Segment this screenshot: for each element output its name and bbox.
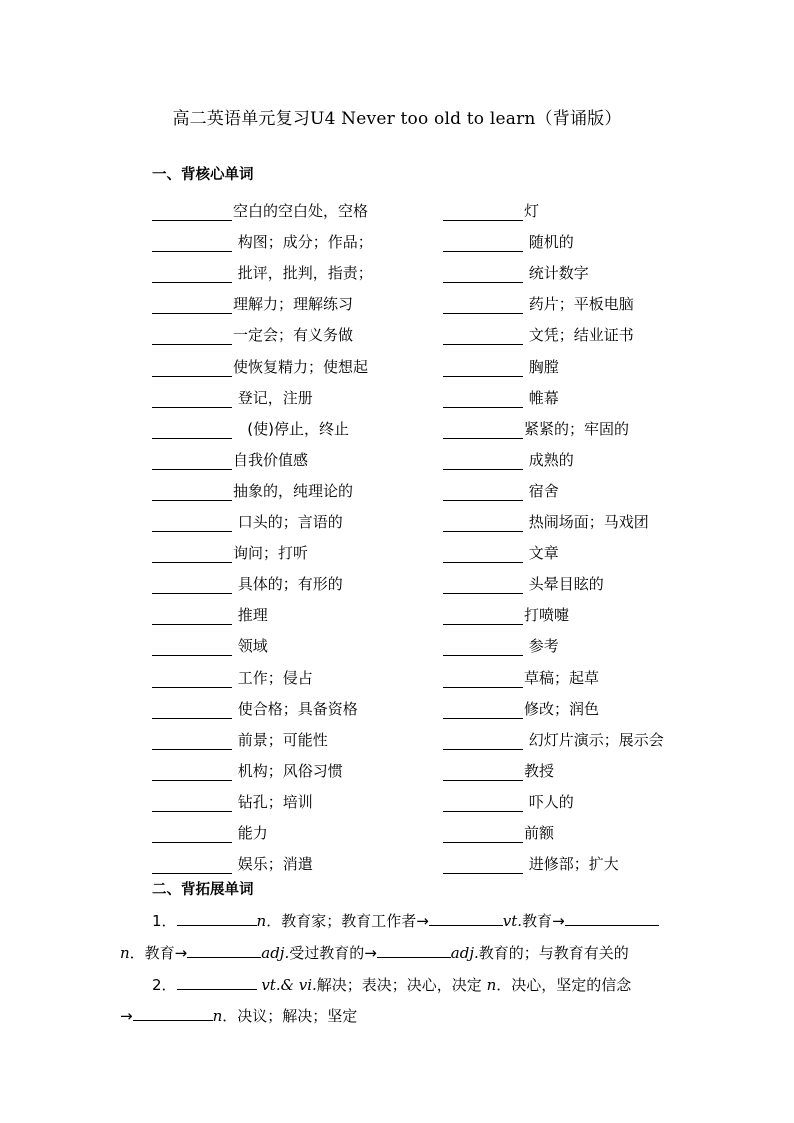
answer-blank[interactable] (152, 325, 232, 345)
vocab-row (152, 439, 412, 470)
vocab-row (152, 314, 412, 345)
answer-blank[interactable] (152, 357, 232, 377)
word-meaning: 口头的；言语的 (233, 513, 343, 532)
word-meaning: 宿舍 (524, 481, 559, 500)
part-of-speech: n (212, 1007, 223, 1025)
vocab-row (152, 656, 412, 687)
word-meaning: 随机的 (524, 233, 574, 252)
vocab-row (152, 781, 412, 812)
answer-blank[interactable] (152, 512, 232, 532)
answer-blank[interactable] (443, 481, 523, 501)
vocab-row (443, 439, 703, 470)
vocab-row (152, 688, 412, 719)
vocab-row (152, 843, 412, 874)
word-meaning: 统计数字 (524, 264, 589, 283)
answer-blank[interactable] (152, 761, 232, 781)
answer-blank[interactable] (377, 940, 451, 958)
word-meaning: 进修部；扩大 (524, 855, 619, 874)
meaning-text: ．教育家；教育工作者→ (266, 912, 429, 930)
vocab-row (443, 781, 703, 812)
vocab-row (443, 408, 703, 439)
answer-blank[interactable] (152, 792, 232, 812)
meaning-text: 教育→ (522, 912, 565, 930)
word-meaning: (使)停止，终止 (233, 419, 350, 438)
answer-blank[interactable] (443, 605, 523, 625)
answer-blank[interactable] (443, 201, 523, 221)
meaning-text: ．决议；解决；坚定 (222, 1007, 358, 1025)
word-meaning: 具体的；有形的 (233, 575, 343, 594)
word-meaning: 推理 (233, 606, 268, 625)
answer-blank[interactable] (152, 294, 232, 314)
part-of-speech: adj. (450, 944, 479, 962)
item-number: 2． (152, 976, 177, 994)
word-meaning: 询问；打听 (233, 544, 309, 563)
answer-blank[interactable] (152, 450, 232, 470)
vocab-row (443, 656, 703, 687)
extended-item-1-continued (120, 940, 629, 963)
word-meaning: 帷幕 (524, 388, 559, 407)
word-meaning: 药片；平板电脑 (524, 295, 634, 314)
answer-blank[interactable] (152, 668, 232, 688)
word-meaning: 灯 (524, 202, 540, 221)
vocab-row (443, 532, 703, 563)
word-meaning: 空白的空白处，空格 (233, 202, 369, 221)
vocab-row (152, 283, 412, 314)
answer-blank[interactable] (443, 232, 523, 252)
answer-blank[interactable] (133, 1003, 213, 1021)
word-meaning: 一定会；有义务做 (233, 326, 354, 345)
vocab-row (152, 625, 412, 656)
word-meaning: 文章 (524, 544, 559, 563)
vocab-row (152, 501, 412, 532)
answer-blank[interactable] (443, 388, 523, 408)
answer-blank[interactable] (152, 481, 232, 501)
meaning-text: 解决；表决；决心，决定 (316, 976, 482, 994)
vocab-row (443, 190, 703, 221)
word-meaning: 登记，注册 (233, 388, 313, 407)
extended-item-2 (152, 972, 631, 995)
word-meaning: 抽象的，纯理论的 (233, 481, 354, 500)
word-meaning: 打喷嚏 (524, 606, 570, 625)
vocab-row (152, 563, 412, 594)
vocab-row (152, 408, 412, 439)
word-meaning: 草稿；起草 (524, 668, 600, 687)
core-words-right-column (443, 190, 703, 874)
vocab-row (443, 283, 703, 314)
vocab-row (152, 719, 412, 750)
answer-blank[interactable] (152, 263, 232, 283)
vocab-row (443, 812, 703, 843)
vocab-row (443, 501, 703, 532)
extended-item-1 (152, 908, 659, 931)
answer-blank[interactable] (443, 419, 523, 439)
answer-blank[interactable] (443, 325, 523, 345)
answer-blank[interactable] (177, 972, 257, 990)
vocab-row (443, 314, 703, 345)
word-meaning: 成熟的 (524, 450, 574, 469)
part-of-speech: adj. (261, 944, 290, 962)
answer-blank[interactable] (443, 294, 523, 314)
answer-blank[interactable] (443, 730, 523, 750)
arrow-text: → (120, 1007, 133, 1025)
vocab-row (443, 221, 703, 252)
answer-blank[interactable] (152, 419, 232, 439)
vocab-row (152, 252, 412, 283)
vocab-row (152, 750, 412, 781)
answer-blank[interactable] (152, 636, 232, 656)
vocab-row (152, 221, 412, 252)
word-meaning: 前景；可能性 (233, 730, 328, 749)
word-meaning: 紧紧的；牢固的 (524, 419, 630, 438)
part-of-speech: vt.& vi. (261, 976, 317, 994)
word-meaning: 使合格；具备资格 (233, 699, 358, 718)
vocab-row (152, 812, 412, 843)
answer-blank[interactable] (443, 512, 523, 532)
word-meaning: 娱乐；消遣 (233, 855, 313, 874)
vocab-row (443, 377, 703, 408)
word-meaning: 热闹场面；马戏团 (524, 513, 649, 532)
answer-blank[interactable] (443, 357, 523, 377)
word-meaning: 修改；润色 (524, 699, 600, 718)
word-meaning: 批评，批判，指责； (233, 264, 373, 283)
answer-blank[interactable] (443, 450, 523, 470)
answer-blank[interactable] (443, 636, 523, 656)
answer-blank[interactable] (152, 388, 232, 408)
vocab-row (443, 688, 703, 719)
part-of-speech: n (256, 912, 267, 930)
word-meaning: 胸膛 (524, 357, 559, 376)
answer-blank[interactable] (443, 574, 523, 594)
word-meaning: 自我价值感 (233, 450, 309, 469)
word-meaning: 使恢复精力；使想起 (233, 357, 369, 376)
vocab-row (152, 345, 412, 376)
answer-blank[interactable] (152, 730, 232, 750)
vocab-row (152, 377, 412, 408)
answer-blank[interactable] (443, 854, 523, 874)
word-meaning: 钻孔；培训 (233, 792, 313, 811)
answer-blank[interactable] (152, 699, 232, 719)
answer-blank[interactable] (443, 699, 523, 719)
answer-blank[interactable] (443, 263, 523, 283)
meaning-text: ．决心，坚定的信念 (496, 976, 632, 994)
answer-blank[interactable] (443, 761, 523, 781)
answer-blank[interactable] (152, 543, 232, 563)
vocab-row (443, 470, 703, 501)
meaning-text: ．教育→ (129, 944, 188, 962)
item-number: 1． (152, 912, 177, 930)
part-of-speech: n (486, 976, 497, 994)
vocab-row (443, 563, 703, 594)
word-meaning: 幻灯片演示；展示会 (524, 730, 664, 749)
word-meaning: 构图；成分；作品； (233, 233, 373, 252)
answer-blank[interactable] (443, 823, 523, 843)
core-words-left-column (152, 190, 412, 874)
meaning-text: 教育的；与教育有关的 (478, 944, 629, 962)
vocab-row (152, 594, 412, 625)
word-meaning: 能力 (233, 823, 268, 842)
answer-blank[interactable] (152, 232, 232, 252)
vocab-row (443, 345, 703, 376)
answer-blank[interactable] (177, 908, 257, 926)
vocab-row (443, 594, 703, 625)
word-meaning: 参考 (524, 637, 559, 656)
answer-blank[interactable] (152, 201, 232, 221)
answer-blank[interactable] (429, 908, 503, 926)
word-meaning: 吓人的 (524, 792, 574, 811)
word-meaning: 工作；侵占 (233, 668, 313, 687)
vocab-row (152, 190, 412, 221)
answer-blank[interactable] (187, 940, 261, 958)
vocab-row (443, 843, 703, 874)
answer-blank[interactable] (152, 605, 232, 625)
section-heading-core-words: 一、背核心单词 (152, 167, 254, 183)
answer-blank[interactable] (443, 668, 523, 688)
answer-blank[interactable] (152, 823, 232, 843)
answer-blank[interactable] (443, 543, 523, 563)
word-meaning: 机构；风俗习惯 (233, 761, 343, 780)
vocab-row (443, 625, 703, 656)
section-heading-extended-words: 二、背拓展单词 (152, 882, 254, 898)
vocab-row (443, 252, 703, 283)
answer-blank[interactable] (443, 792, 523, 812)
extended-item-2-continued (120, 1003, 357, 1026)
part-of-speech: n (120, 944, 130, 962)
answer-blank[interactable] (565, 908, 659, 926)
answer-blank[interactable] (152, 854, 232, 874)
vocab-row (443, 719, 703, 750)
word-meaning: 理解力；理解练习 (233, 295, 354, 314)
meaning-text: 受过教育的→ (289, 944, 377, 962)
word-meaning: 前额 (524, 823, 555, 842)
word-meaning: 头晕目眩的 (524, 575, 604, 594)
word-meaning: 文凭；结业证书 (524, 326, 634, 345)
word-meaning: 教授 (524, 761, 555, 780)
vocab-row (152, 532, 412, 563)
vocab-row (152, 470, 412, 501)
answer-blank[interactable] (152, 574, 232, 594)
vocab-row (443, 750, 703, 781)
part-of-speech: vt. (502, 912, 523, 930)
word-meaning: 领域 (233, 637, 268, 656)
page-title: 高二英语单元复习U4 Never too old to learn（背诵版） (172, 109, 622, 129)
